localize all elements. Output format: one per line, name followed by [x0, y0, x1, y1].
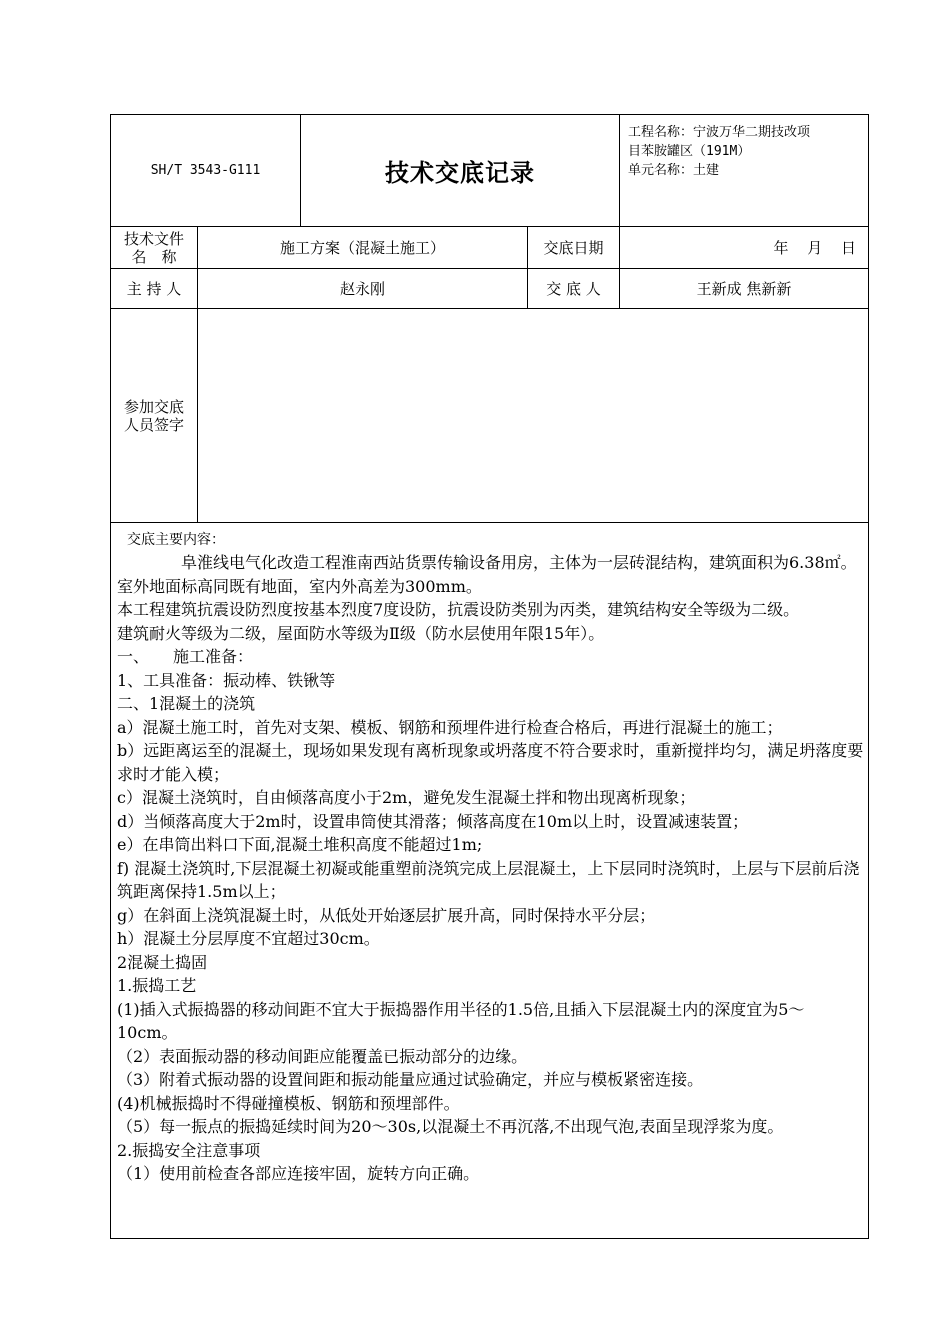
content-paragraph: 建筑耐火等级为二级，屋面防水等级为Ⅱ级（防水层使用年限15年）。 — [117, 623, 605, 643]
project-name-line1: 工程名称：宁波万华二期技改项 — [628, 125, 811, 140]
content-paragraph: （3）附着式振动器的设置间距和振动能量应通过试验确定，并应与模板紧密连接。 — [117, 1070, 704, 1089]
content-paragraph: g）在斜面上浇筑混凝土时，从低处开始逐层扩展升高，同时保持水平分层； — [117, 905, 656, 925]
doc-name-value: 施工方案（混凝土施工） — [198, 227, 528, 269]
content-paragraph: 2混凝土捣固 — [117, 952, 208, 972]
content-paragraph: 一、 施工准备： — [117, 647, 254, 666]
disclosure-content — [111, 523, 869, 1239]
content-heading: 交底主要内容： — [127, 532, 225, 548]
doc-name-label: 技术文件 名 称 — [111, 227, 198, 269]
content-paragraph: 阜淮线电气化改造工程淮南西站货票传输设备用房，主体为一层砖混结构，建筑面积为6.38㎡。室外地面标高同既有地面，室内外高差为300mm。 — [117, 553, 857, 596]
host-label: 主 持 人 — [111, 269, 198, 309]
technical-disclosure-form — [110, 114, 869, 1239]
signature-label: 参加交底 人员签字 — [111, 309, 198, 523]
content-paragraph: a）混凝土施工时，首先对支架、模板、钢筋和预埋件进行检查合格后，再进行混凝土的施工； — [117, 717, 783, 737]
presenter-label: 交 底 人 — [528, 269, 620, 309]
project-name-line2: 目苯胺罐区（191M） — [628, 144, 751, 159]
content-paragraph: 二、1混凝土的浇筑 — [117, 694, 256, 713]
content-paragraph: c）混凝土浇筑时，自由倾落高度小于2m，避免发生混凝土拌和物出现离析现象； — [117, 788, 696, 807]
date-value: 年 月 日 — [620, 227, 869, 269]
signature-area[interactable] — [198, 309, 869, 523]
presenter-value: 王新成 焦新新 — [620, 269, 869, 309]
content-paragraph: d）当倾落高度大于2m时，设置串筒使其滑落；倾落高度在10m以上时，设置减速装置； — [117, 811, 749, 831]
date-label: 交底日期 — [528, 227, 620, 269]
content-paragraph: （2）表面振动器的移动间距应能覆盖已振动部分的边缘。 — [117, 1046, 528, 1066]
content-paragraph: （5）每一振点的振捣延续时间为20～30s,以混凝土不再沉落,不出现气泡,表面呈现浮浆为度。 — [117, 1117, 784, 1136]
host-value: 赵永刚 — [198, 269, 528, 309]
content-paragraph: 2.振捣安全注意事项 — [117, 1140, 261, 1160]
content-paragraph: （1）使用前检查各部应连接牢固，旋转方向正确。 — [117, 1164, 480, 1183]
content-paragraph: (4)机械振捣时不得碰撞模板、钢筋和预埋部件。 — [117, 1093, 460, 1113]
form-title: 技术交底记录 — [301, 115, 620, 227]
project-info — [620, 115, 869, 227]
content-paragraph: e）在串筒出料口下面,混凝土堆积高度不能超过1m; — [117, 835, 483, 854]
content-paragraph: 本工程建筑抗震设防烈度按基本烈度7度设防，抗震设防类别为丙类，建筑结构安全等级为二级。 — [117, 600, 800, 619]
unit-name: 单元名称：土建 — [628, 163, 720, 178]
content-paragraph: 1.振捣工艺 — [117, 976, 197, 995]
content-paragraph: b）远距离运至的混凝土，现场如果发现有离析现象或坍落度不符合要求时，重新搅拌均匀，满足坍落度要求时才能入模； — [117, 741, 864, 784]
content-paragraph: (1)插入式振捣器的移动间距不宜大于振捣器作用半径的1.5倍,且插入下层混凝土内的深度宜为5～10cm。 — [117, 999, 805, 1042]
standard-code: SH/T 3543-G111 — [111, 115, 301, 227]
content-paragraph: f) 混凝土浇筑时,下层混凝土初凝或能重塑前浇筑完成上层混凝土，上下层同时浇筑时，上层与下层前后浇筑距离保持1.5m以上； — [117, 858, 860, 901]
content-paragraph: 1、工具准备：振动棒、铁锹等 — [117, 670, 336, 690]
content-paragraph: h）混凝土分层厚度不宜超过30cm。 — [117, 929, 380, 948]
